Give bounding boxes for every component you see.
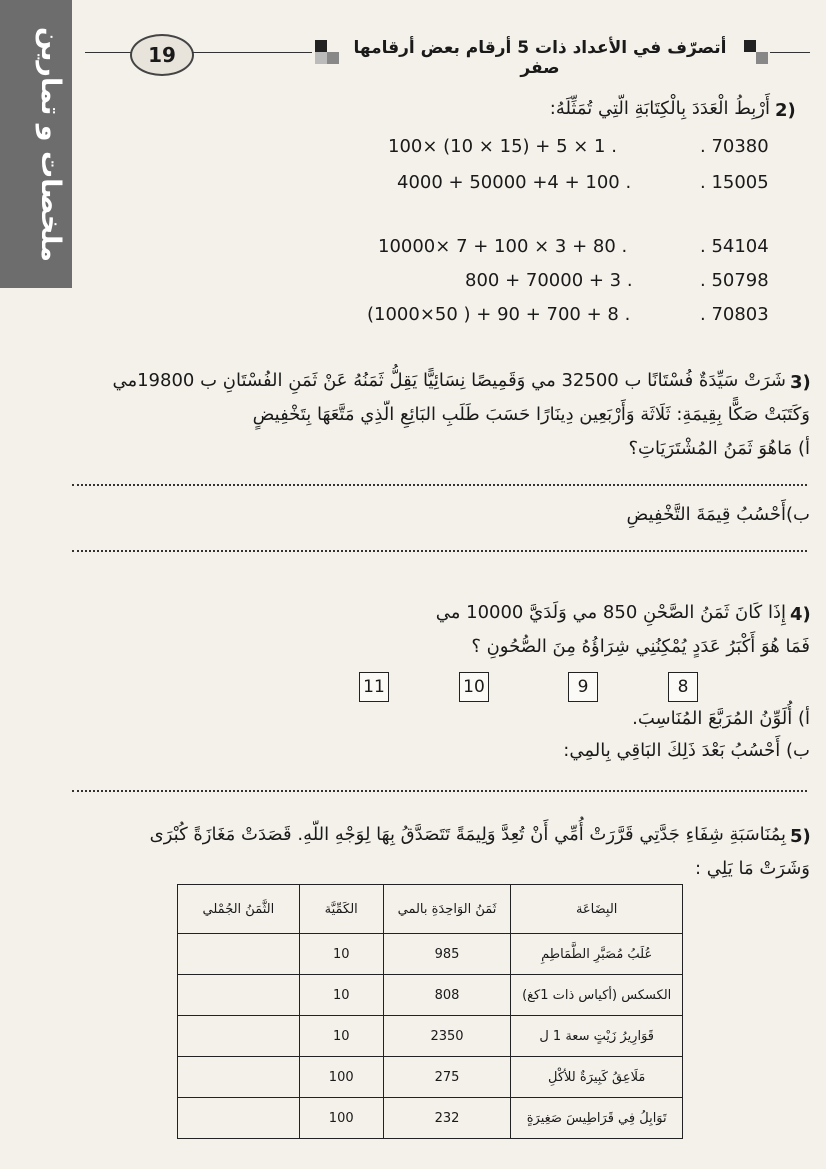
expression: 100× (10 × 15) + 5 × 1 . [388, 136, 617, 157]
number-label: . 70380 [700, 136, 769, 157]
choice-box-8[interactable]: 8 [668, 672, 698, 702]
question-text: بِمُنَاسَبَةِ شِفَاءِ جَدَّتِي قَرَّرَتْ أُمِّي أَنْ تُعِدَّ وَلِيمَةً تَتَصَدَّقُ بِهَا لِوَجْهِ اللّهِ. قَصَدَتْ مَغَازَةً كُبْرَى [149, 824, 786, 845]
total-cell[interactable] [178, 975, 300, 1016]
quantity-cell: 10 [299, 975, 383, 1016]
total-cell[interactable] [178, 1016, 300, 1057]
unit-price-cell: 985 [383, 934, 511, 975]
table-header-row [178, 885, 683, 934]
part-b-prompt: ب) أَحْسُبُ بَعْدَ ذَلِكَ البَاقِي بِالمِي: [563, 740, 810, 761]
question-text: إِذَا كَانَ ثَمَنُ الصَّحْنِ 850 مي وَلَدَيَّ 10000 مي [435, 602, 786, 623]
number-label: . 54104 [700, 236, 769, 257]
quantity-cell: 10 [299, 934, 383, 975]
unit-price-cell: 808 [383, 975, 511, 1016]
column-header: الثَّمَنُ الجُمْلي [178, 885, 300, 934]
question-text: وَكَتَبَتْ صَكًّا بِقِيمَةِ: ثَلَاثَة وَأَرْبَعِين دِينَارًا حَسَبَ طَلَبِ البَائِعِ الّذِي مَتَّعَهَا بِتَخْفِيضٍ [252, 404, 810, 425]
question-text: شَرَتْ سَيِّدَةٌ فُسْتَانًا ب 32500 مي وَقَمِيصًا نِسَائِيًّا يَقِلُّ ثَمَنُهُ عَنْ ثَمَنِ الفُسْتَانِ ب 19800مي [112, 370, 786, 391]
answer-line [72, 550, 807, 552]
choice-box-9[interactable]: 9 [568, 672, 598, 702]
header-rule-left [85, 52, 133, 53]
item-cell: عُلَبُ مُصَبَّرِ الطَّمَاطِمِ [511, 934, 683, 975]
item-cell: الكسكس (أكياس ذات 1كغ) [511, 975, 683, 1016]
question-number: 3) [790, 372, 811, 393]
total-cell[interactable] [178, 934, 300, 975]
part-a-prompt: أ) مَاهُوَ ثَمَنُ المُشْتَرَيَاتِ؟ [628, 438, 810, 459]
expression: 800 + 70000 + 3 . [465, 270, 633, 291]
item-cell: قَوَارِيرُ زَيْتٍ سعة 1 ل [511, 1016, 683, 1057]
table-row [178, 1098, 683, 1139]
column-header: ثَمَنُ الوَاحِدَةِ بالمي [383, 885, 511, 934]
question-number: 5) [790, 826, 811, 847]
goods-table [177, 884, 683, 1139]
question-number: 2) [775, 100, 796, 121]
question-text: أَرْبِطُ الْعَدَدَ بِالْكِتَابَةِ الّتِي تُمَثِّلَهُ: [549, 98, 770, 119]
answer-line [72, 484, 807, 486]
header-square-icon [756, 52, 768, 64]
table-row [178, 934, 683, 975]
table-row [178, 975, 683, 1016]
part-a-prompt: أ) أُلَوِّنُ المُرَبَّعَ المُنَاسِبَ. [632, 708, 810, 729]
header-square-icon [315, 52, 327, 64]
quantity-cell: 100 [299, 1057, 383, 1098]
item-cell: مَلَاعِقُ كَبِيرَةٌ للأكْلِ [511, 1057, 683, 1098]
part-b-prompt: ب)أَحْسُبُ قِيمَةَ التَّخْفِيضِ [626, 504, 810, 525]
total-cell[interactable] [178, 1098, 300, 1139]
page-number: 19 [130, 34, 194, 76]
unit-price-cell: 232 [383, 1098, 511, 1139]
column-header: البِضَاعَة [511, 885, 683, 934]
expression: (1000×50 ) + 90 + 700 + 8 . [367, 304, 631, 325]
quantity-cell: 10 [299, 1016, 383, 1057]
expression: 10000× 7 + 100 × 3 + 80 . [378, 236, 628, 257]
choice-box-11[interactable]: 11 [359, 672, 389, 702]
expression: 4000 + 50000 +4 + 100 . [397, 172, 632, 193]
unit-price-cell: 275 [383, 1057, 511, 1098]
number-label: . 70803 [700, 304, 769, 325]
page-title: أتصرّف في الأعداد ذات 5 أرقام بعض أرقامها صفر [353, 38, 727, 78]
sidebar-label: ملخصات و تمارين [35, 27, 66, 263]
question-text: وَشَرَتْ مَا يَلِي : [695, 858, 810, 879]
question-text: فَمَا هُوَ أَكْبَرُ عَدَدٍ يُمْكِنُنِي شِرَاؤُهُ مِنَ الصُّحُونِ ؟ [471, 636, 810, 657]
answer-line [72, 790, 807, 792]
header-rule-right [770, 52, 810, 53]
header-rule-mid [192, 52, 312, 53]
question-number: 4) [790, 604, 811, 625]
header-square-icon [327, 52, 339, 64]
header-square-icon [744, 40, 756, 52]
number-label: . 15005 [700, 172, 769, 193]
item-cell: تَوَابِلُ فِي قَرَاطِيسَ صَغِيرَةٍ [511, 1098, 683, 1139]
choice-box-10[interactable]: 10 [459, 672, 489, 702]
column-header: الكَمِّيَّة [299, 885, 383, 934]
table-row [178, 1057, 683, 1098]
number-label: . 50798 [700, 270, 769, 291]
table-row [178, 1016, 683, 1057]
header-square-icon [315, 40, 327, 52]
total-cell[interactable] [178, 1057, 300, 1098]
quantity-cell: 100 [299, 1098, 383, 1139]
unit-price-cell: 2350 [383, 1016, 511, 1057]
